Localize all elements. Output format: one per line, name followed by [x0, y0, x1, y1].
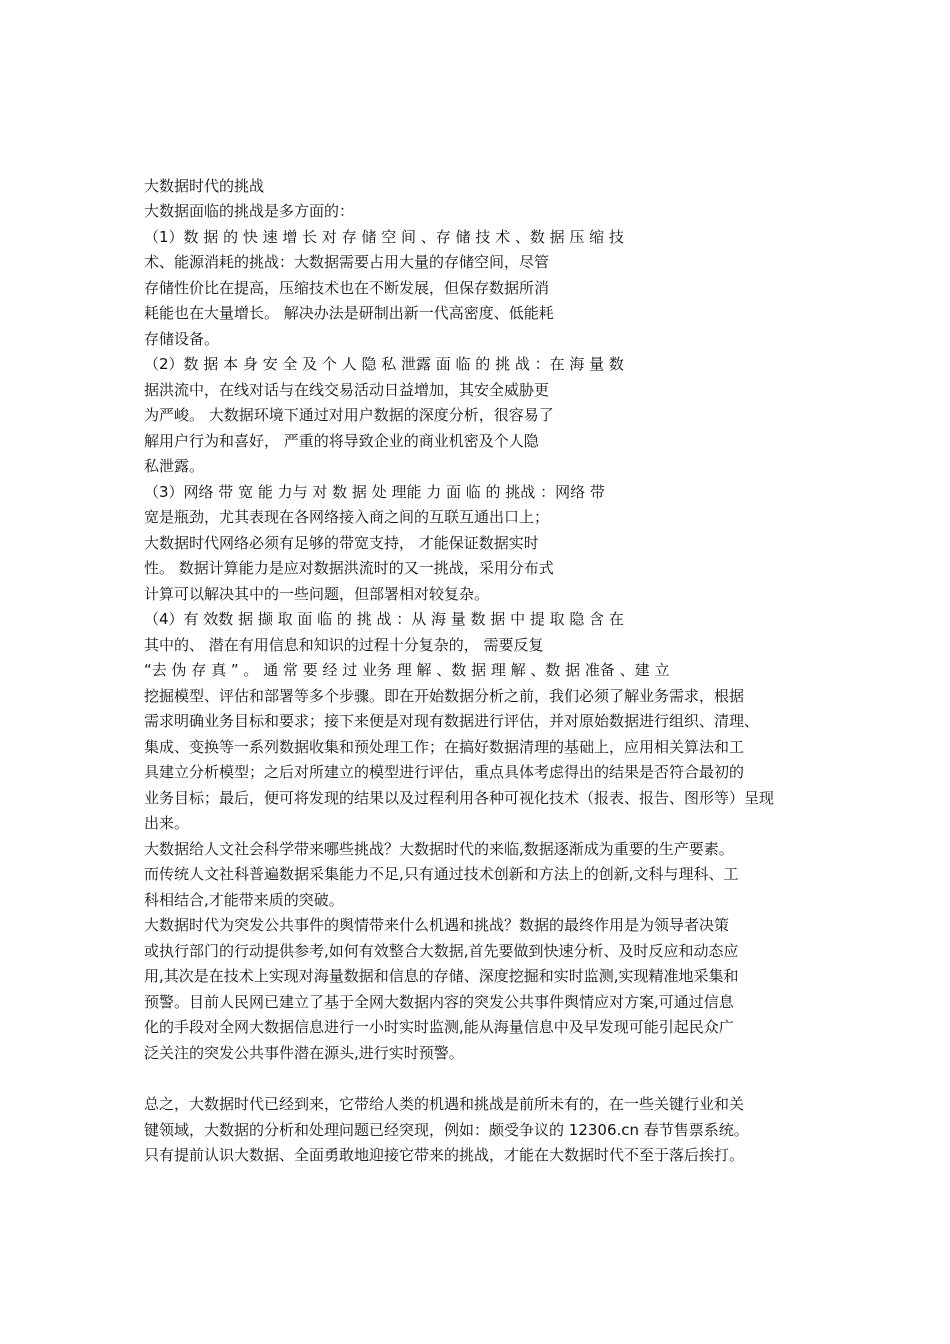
doc-line: （1）数 据 的 快 速 增 长 对 存 储 空 间 、存 储 技 术 、数 据 压 缩 技 [144, 228, 624, 246]
doc-line: 宽是瓶劲，尤其表现在各网络接入商之间的互联互通出口上； [144, 508, 550, 526]
doc-line: “去 伪 存 真 ” 。 通 常 要 经 过 业务 理 解 、数 据 理 解 、数 据 准备 、建 立 [144, 661, 670, 679]
doc-line: 只有提前认识大数据、全面勇敢地迎接它带来的挑战，才能在大数据时代不至于落后挨打。 [144, 1146, 745, 1164]
doc-line: 其中的、 潜在有用信息和知识的过程十分复杂的， 需要反复 [144, 636, 544, 654]
doc-line: 大数据给人文社会科学带来哪些挑战？大数据时代的来临,数据逐渐成为重要的生产要素。 [144, 840, 734, 858]
doc-line: 挖掘模型、评估和部署等多个步骤。即在开始数据分析之前，我们必须了解业务需求，根据 [144, 687, 745, 705]
doc-line: 大数据时代为突发公共事件的舆情带来什么机遇和挑战？数据的最终作用是为领导者决策 [144, 916, 730, 934]
doc-title: 大数据时代的挑战 [144, 177, 265, 195]
doc-line: 泛关注的突发公共事件潜在源头,进行实时预警。 [144, 1044, 464, 1062]
doc-line: 键领域，大数据的分析和处理问题已经突现，例如：颇受争议的 12306.cn 春节售票系统。 [144, 1121, 749, 1139]
doc-line: 总之，大数据时代已经到来，它带给人类的机遇和挑战是前所未有的，在一些关键行业和关 [144, 1095, 745, 1113]
doc-line: 据洪流中，在线对话与在线交易活动日益增加，其安全威胁更 [144, 381, 550, 399]
doc-line: 耗能也在大量增长。 解决办法是研制出新一代高密度、低能耗 [144, 304, 554, 322]
doc-line: 私泄露。 [144, 457, 205, 475]
doc-line: 存储设备。 [144, 330, 220, 348]
doc-line: 需求明确业务目标和要求；接下来便是对现有数据进行评估，并对原始数据进行组织、清理、 [144, 712, 760, 730]
doc-line: 大数据时代网络必须有足够的带宽支持， 才能保证数据实时 [144, 534, 539, 552]
doc-line: 存储性价比在提高，压缩技术也在不断发展，但保存数据所消 [144, 279, 550, 297]
doc-line: 集成、变换等一系列数据收集和预处理工作；在搞好数据清理的基础上，应用相关算法和工 [144, 738, 745, 756]
doc-line: （3）网络 带 宽 能 力与 对 数 据 处 理能 力 面 临 的 挑战 ：网络 带 [144, 483, 605, 501]
doc-line: 而传统人文社科普遍数据采集能力不足,只有通过技术创新和方法上的创新,文科与理科、工 [144, 865, 739, 883]
doc-line: 具建立分析模型；之后对所建立的模型进行评估，重点具体考虑得出的结果是否符合最初的 [144, 763, 745, 781]
doc-line: 科相结合,才能带来质的突破。 [144, 891, 344, 909]
doc-line: 预警。目前人民网已建立了基于全网大数据内容的突发公共事件舆情应对方案,可通过信息 [144, 993, 734, 1011]
doc-line: 术、能源消耗的挑战：大数据需要占用大量的存储空间，尽管 [144, 253, 550, 271]
doc-line: 大数据面临的挑战是多方面的： [144, 202, 355, 220]
doc-line: 性。 数据计算能力是应对数据洪流时的又一挑战，采用分布式 [144, 559, 554, 577]
doc-line: （2）数 据 本 身 安 全 及 个 人 隐 私 泄露 面 临 的 挑 战 ：在 海 量 数 [144, 355, 624, 373]
doc-line: 化的手段对全网大数据信息进行一小时实时监测,能从海量信息中及早发现可能引起民众广 [144, 1018, 734, 1036]
doc-line: 为严峻。 大数据环境下通过对用户数据的深度分析，很容易了 [144, 406, 554, 424]
doc-line: （4）有 效数 据 撷 取 面 临 的 挑 战 ：从 海 量 数 据 中 提 取 隐 含 在 [144, 610, 624, 628]
doc-line: 计算可以解决其中的一些问题，但部署相对较复杂。 [144, 585, 490, 603]
doc-line: 用,其次是在技术上实现对海量数据和信息的存储、深度挖掘和实时监测,实现精准地采集和 [144, 967, 739, 985]
doc-line: 业务目标；最后，便可将发现的结果以及过程利用各种可视化技术（报表、报告、图形等）呈现 [144, 789, 775, 807]
doc-line: 解用户行为和喜好， 严重的将导致企业的商业机密及个人隐 [144, 432, 539, 450]
doc-line: 出来。 [144, 814, 190, 832]
doc-line: 或执行部门的行动提供参考,如何有效整合大数据,首先要做到快速分析、及时反应和动态应 [144, 942, 739, 960]
